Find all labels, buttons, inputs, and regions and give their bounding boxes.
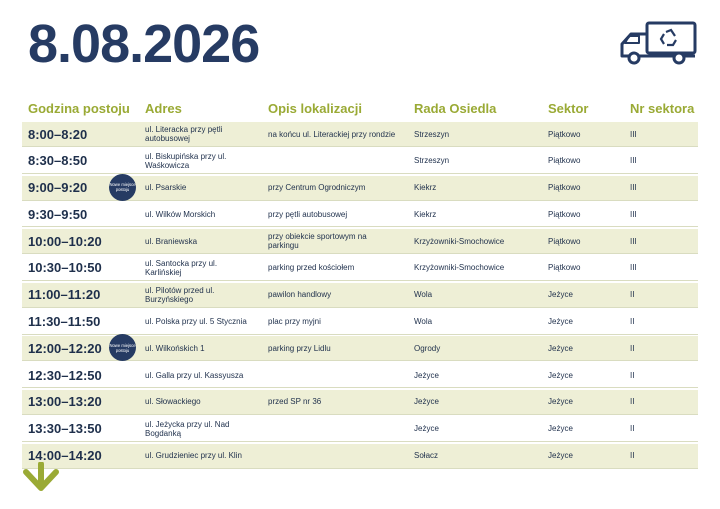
table-row (22, 283, 698, 308)
header-address: Adres (145, 101, 182, 116)
row-time: 8:00–8:20 (28, 126, 88, 142)
row-address: ul. Wilków Morskich (145, 209, 216, 219)
row-address: ul. Wilkońskich 1 (145, 343, 205, 353)
row-address: ul. Jeżycka przy ul. Nad Bogdanką (145, 419, 230, 438)
row-sector-no: II (630, 317, 635, 327)
row-address: ul. Braniewska (145, 236, 198, 246)
row-location: na końcu ul. Literackiej przy rondzie (268, 129, 396, 139)
row-council: Strzeszyn (414, 129, 450, 139)
schedule-table (22, 122, 698, 470)
table-header (28, 101, 700, 119)
row-sector-no: III (630, 263, 637, 273)
row-council: Strzeszyn (414, 156, 450, 166)
row-address: ul. Galla przy ul. Kassyusza (145, 370, 244, 380)
table-row (22, 336, 698, 361)
row-time: 10:00–10:20 (28, 233, 102, 249)
row-council: Ogrody (414, 343, 441, 353)
header-sector-no: Nr sektora (630, 101, 695, 116)
row-sector: Jeżyce (548, 290, 573, 300)
row-sector: Jeżyce (548, 397, 573, 407)
table-row (22, 176, 698, 201)
row-council: Krzyżowniki-Smochowice (414, 263, 505, 273)
row-sector-no: III (630, 129, 637, 139)
header-council: Rada Osiedla (414, 101, 497, 116)
row-location (268, 417, 398, 441)
table-row (22, 256, 698, 281)
row-sector: Piątkowo (548, 183, 581, 193)
row-time: 13:30–13:50 (28, 421, 102, 437)
table-row (22, 149, 698, 174)
table-row (22, 202, 698, 227)
row-sector: Piątkowo (548, 156, 581, 166)
row-address: ul. Biskupińska przy ul. Waśkowicza (145, 151, 227, 170)
row-sector-no: II (630, 343, 635, 353)
header-time: Godzina postoju (28, 101, 130, 116)
row-council: Wola (414, 317, 433, 327)
row-address: ul. Psarskie (145, 183, 187, 193)
row-sector: Jeżyce (548, 343, 573, 353)
header-location: Opis lokalizacji (268, 101, 362, 116)
row-time: 9:30–9:50 (28, 206, 88, 222)
row-location: plac przy myjni (268, 317, 321, 327)
table-row (22, 390, 698, 415)
row-time: 13:00–13:20 (28, 394, 102, 410)
row-council: Jeżyce (414, 397, 439, 407)
row-sector-no: II (630, 370, 635, 380)
page-title-date: 8.08.2026 (28, 14, 260, 74)
table-row (22, 417, 698, 442)
table-row (22, 444, 698, 469)
row-time: 8:30–8:50 (28, 153, 88, 169)
table-row (22, 363, 698, 388)
row-sector: Jeżyce (548, 370, 573, 380)
table-row (22, 122, 698, 147)
new-stop-badge: Nowe miejsce postoju (109, 334, 136, 361)
row-location: przy pętli autobusowej (268, 209, 348, 219)
row-sector: Piątkowo (548, 236, 581, 246)
arrow-down-icon (22, 462, 60, 496)
row-location: przy obiekcie sportowym na parkingu (268, 232, 367, 251)
table-row (22, 310, 698, 335)
row-address: ul. Santocka przy ul. Karlińskiej (145, 258, 218, 277)
row-sector: Piątkowo (548, 129, 581, 139)
row-sector-no: III (630, 156, 637, 166)
row-sector: Jeżyce (548, 317, 573, 327)
header-sector: Sektor (548, 101, 589, 116)
row-council: Jeżyce (414, 424, 439, 434)
row-council: Krzyżowniki-Smochowice (414, 236, 505, 246)
row-council: Jeżyce (414, 370, 439, 380)
row-time: 11:30–11:50 (28, 314, 101, 330)
row-location: parking przed kościołem (268, 263, 355, 273)
row-council: Sołacz (414, 451, 439, 461)
row-address: ul. Grudzieniec przy ul. Klin (145, 451, 242, 461)
row-time: 14:00–14:20 (28, 448, 102, 464)
row-time: 9:00–9:20 (28, 180, 88, 196)
table-row (22, 229, 698, 254)
recycling-truck-icon (617, 20, 699, 66)
row-sector-no: III (630, 183, 637, 193)
new-stop-badge: Nowe miejsce postoju (109, 174, 136, 201)
row-sector-no: II (630, 397, 635, 407)
row-address: ul. Literacka przy pętli autobusowej (145, 125, 223, 143)
row-time: 12:00–12:20 (28, 340, 102, 356)
row-location: przy Centrum Ogrodniczym (268, 183, 366, 193)
row-sector-no: III (630, 209, 637, 219)
row-location: przed SP nr 36 (268, 397, 322, 407)
row-sector: Jeżyce (548, 424, 573, 434)
row-council: Wola (414, 290, 433, 300)
row-address: ul. Słowackiego (145, 397, 201, 407)
row-time: 12:30–12:50 (28, 367, 102, 383)
row-time: 11:00–11:20 (28, 287, 101, 303)
row-council: Kiekrz (414, 209, 437, 219)
row-sector-no: II (630, 424, 635, 434)
row-sector-no: II (630, 451, 635, 461)
row-location: pawilon handlowy (268, 290, 332, 300)
row-sector-no: III (630, 236, 637, 246)
row-sector: Piątkowo (548, 263, 581, 273)
row-location (268, 444, 398, 468)
row-address: ul. Polska przy ul. 5 Stycznia (145, 317, 247, 327)
row-sector-no: II (630, 290, 635, 300)
row-sector: Jeżyce (548, 451, 573, 461)
row-location: parking przy Lidlu (268, 343, 331, 353)
row-time: 10:30–10:50 (28, 260, 102, 276)
row-address: ul. Pilotów przed ul. Burzyńskiego (145, 285, 215, 304)
row-sector: Piątkowo (548, 209, 581, 219)
row-location (268, 363, 398, 387)
row-council: Kiekrz (414, 183, 437, 193)
row-location (268, 149, 398, 173)
